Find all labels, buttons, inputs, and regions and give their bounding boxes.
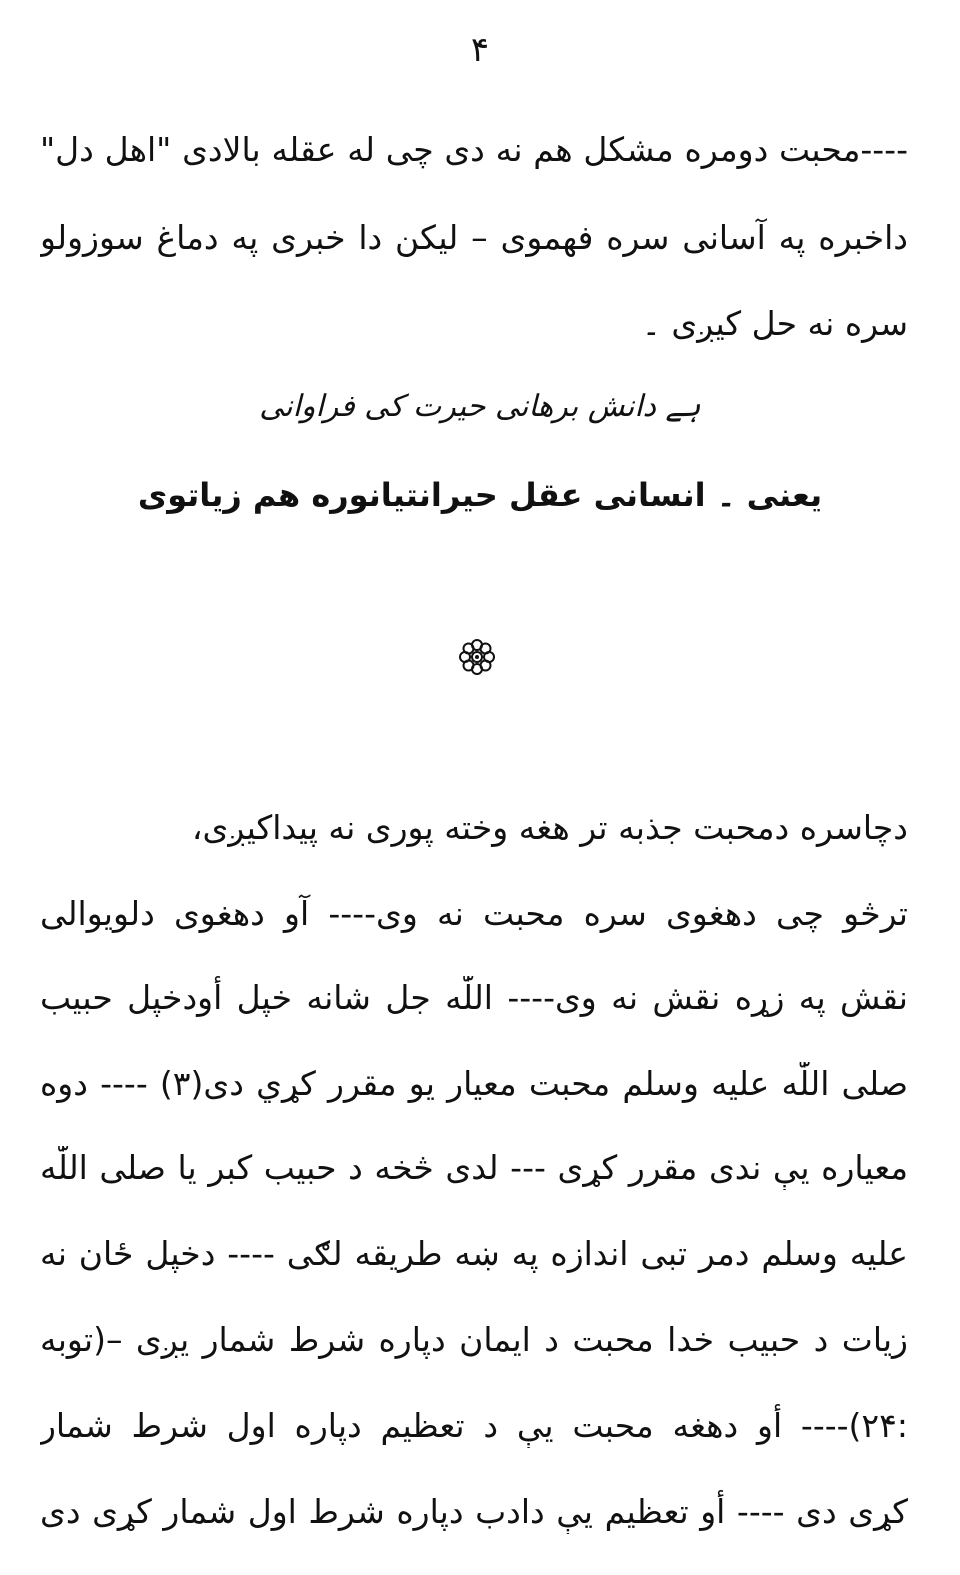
paragraph-2-line-5: معیاره يې ندی مقرر کړی --- لدی څخه د حبیب کبر یا صلی اللّٰه — [40, 1148, 908, 1187]
urdu-verse-line: ہے دانش برھانی حیرت کی فراوانی — [259, 389, 701, 424]
page-number: ۴ — [470, 30, 490, 70]
paragraph-2-line-6: علیه وسلم دمر تبی اندازه په ښه طریقه لګی ---- دخپل ځان نه — [40, 1234, 908, 1273]
paragraph-2-line-1: دچاسره دمحبت جذبه تر هغه وخته پوری نه پیداکیږی، — [191, 808, 908, 847]
paragraph-1-line-3: سره نه حل کیږی ۔ — [641, 304, 908, 343]
paragraph-2-line-4: صلی اللّٰه علیه وسلم محبت معیار یو مقرر کړي دی(۳) ---- دوه — [40, 1064, 908, 1103]
rosette-ornament-icon — [454, 634, 500, 680]
paragraph-2-line-8: :۲۴)---- أو دهغه محبت يې د تعظیم دپاره اول شرط شمار — [40, 1406, 908, 1445]
paragraph-2-line-2: ترڅو چی دهغوی سره محبت نه وی---- آو دهغوی دلویوالی — [40, 894, 908, 933]
paragraph-2-line-7: زیات د حبیب خدا محبت د ایمان دپاره شرط شمار یږی –(توبه — [40, 1320, 908, 1359]
paragraph-2-line-9: کړی دی ---- أو تعظیم يې دادب دپاره شرط اول شمار کړی دی — [40, 1492, 908, 1531]
paragraph-2-line-3: نقش په زړه نقش نه وی---- اللّٰه جل شانه خپل أودخپل حبیب — [40, 978, 908, 1017]
verse-translation-line: یعنی ۔ انسانی عقل حیرانتیانوره هم زیاتوی — [137, 476, 823, 514]
paragraph-1-line-2: داخبره په آسانی سره فهموی – لیکن دا خبری په دماغ سوزولو — [40, 218, 908, 257]
paragraph-1-line-1: ----محبت دومره مشکل هم نه دی چی له عقله بالادی "اهل دل" — [40, 130, 908, 169]
